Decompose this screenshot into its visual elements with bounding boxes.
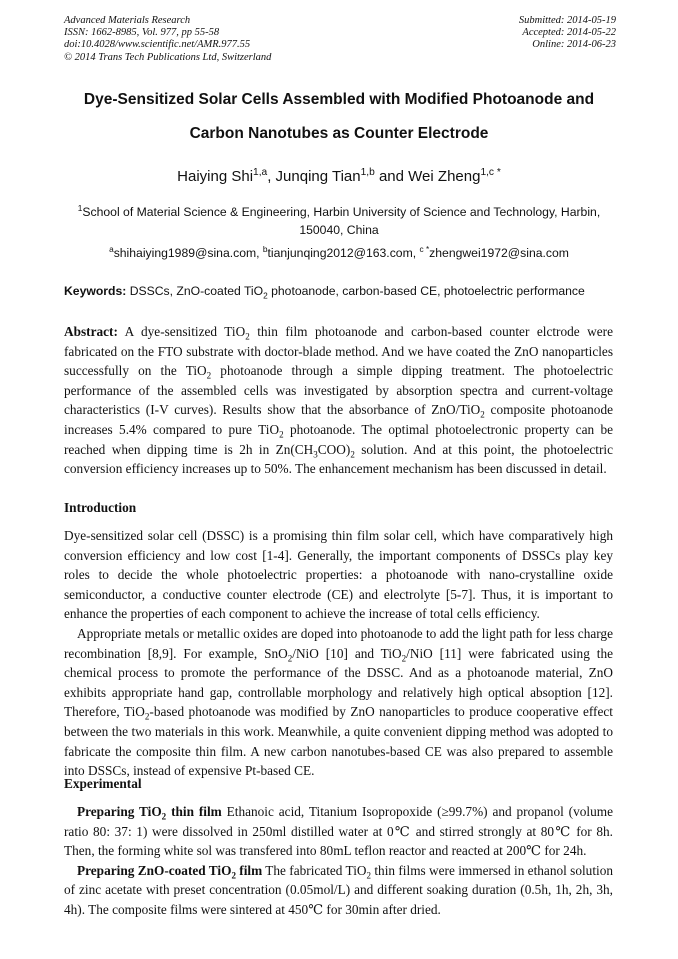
section-heading-experimental: Experimental xyxy=(64,776,142,791)
author-name: Wei Zheng xyxy=(408,168,481,185)
subsection-heading xyxy=(77,862,263,881)
keywords-text: photoanode, carbon-based CE, photoelectric performance xyxy=(267,284,585,298)
journal-header xyxy=(64,15,271,64)
text: solution. And at this point, the photoelectric conversion efficiency increases up to 50%. The enhancement mechanism has been discussed in detail. xyxy=(64,441,613,477)
text: COO) xyxy=(317,441,351,457)
text: thin films were immersed in ethanol solution of zinc acetate with preset concentration (0.05mol/L) and different soaking duration (0.5h, 1h, 2h, 3h, 4h). The composite films were sintered at 450℃ for 30min after dried. xyxy=(64,862,614,917)
text: Preparing ZnO-coated TiO xyxy=(77,862,232,878)
abstract-label: Abstract: xyxy=(64,324,118,339)
keywords-text: DSSCs, ZnO-coated TiO xyxy=(126,284,264,298)
text: -based photoanode was modified by ZnO nanoparticles to produce cooperative effect between the two materials in this work. Meanwhile, a quite convenient dipping method was adopted to fabricate the composite thin film. A new carbon nanotubes-based CE was also prepared to assemble into DSSCs, instead of expensive Pt-based CE. xyxy=(64,704,613,779)
email-list xyxy=(64,244,614,262)
subscript: 2 xyxy=(231,870,236,881)
text: thin film photoanode and carbon-based counter elctrode were fabricated on the FTO substrate with doctor-blade method. And we have coated the ZnO nanoparticles successfully on the TiO xyxy=(64,324,613,379)
subscript: 2 xyxy=(263,290,268,301)
introduction-paragraph-2 xyxy=(64,624,613,781)
experimental-body xyxy=(64,802,613,920)
subscript: 2 xyxy=(401,653,407,664)
abstract xyxy=(64,322,613,479)
subscript: 2 xyxy=(350,449,355,460)
subscript: 3 xyxy=(313,449,318,460)
author-separator: , xyxy=(267,168,276,185)
text: Ethanoic acid, Titanium Isopropoxide (≥99.7%) and propanol (volume ratio 80: 37: 1) were dissolved in 250ml distilled water at 0℃ and stirred strongly at 80℃ for 8h. Then, the forming white sol was transfered into 80mL teflon reactor and reacted at 200℃ for 24h. xyxy=(64,804,613,859)
journal-name: Advanced Materials Research xyxy=(64,15,191,26)
submitted-date: Submitted: 2014-05-19 xyxy=(518,15,616,26)
author-affiliation-marker: 1,a xyxy=(253,167,268,178)
section-heading-introduction: Introduction xyxy=(64,500,137,515)
journal-copyright: © 2014 Trans Tech Publications Ltd, Switzerland xyxy=(64,51,272,63)
online-date: Online: 2014-06-23 xyxy=(532,39,616,51)
abstract-paragraph xyxy=(64,322,613,479)
author-name: Junqing Tian xyxy=(275,168,361,185)
journal-issn: ISSN: 1662-8985, Vol. 977, pp 55-58 xyxy=(64,27,220,39)
keywords-label: Keywords: xyxy=(64,284,127,298)
text: The fabricated TiO xyxy=(262,862,367,878)
text: Preparing TiO xyxy=(77,804,162,819)
subscript: 2 xyxy=(144,712,150,722)
author-separator: and xyxy=(374,168,409,185)
subscript: 2 xyxy=(245,331,250,342)
subscript: 2 xyxy=(366,870,372,881)
keywords xyxy=(64,284,624,301)
subscript: 2 xyxy=(161,811,167,822)
email-marker: c * xyxy=(419,243,430,254)
email-link[interactable]: zhengwei1972@sina.com xyxy=(429,246,569,260)
subscript: 2 xyxy=(480,410,485,421)
experimental-paragraph-1 xyxy=(64,802,613,861)
text: photoanode. The optimal photoelectronic property can be reached when dipping time is 2h in Zn(CH xyxy=(64,421,613,457)
author-affiliation-marker: 1,b xyxy=(360,167,375,178)
subsection-heading xyxy=(77,804,222,822)
subscript: 2 xyxy=(287,653,293,664)
author-affiliation-marker: 1,c * xyxy=(480,167,501,178)
introduction-body xyxy=(64,526,613,781)
text: film xyxy=(235,862,263,878)
paper-title-line-1: Dye-Sensitized Solar Cells Assembled with Modified Photoanode and xyxy=(83,91,595,108)
text: /NiO [10] and TiO xyxy=(292,645,402,661)
introduction-paragraph-1: Dye-sensitized solar cell (DSSC) is a promising thin film solar cell, which have comparatively high conversion efficiency and low cost [1-4]. Generally, the important components of DSSCs play key roles to decide the whole photoelectric properties: a photoanode with nano-crystalline oxide semiconductor, a conductive counter electrode (CE) and electrolyte [5-7]. Thus, it is important to enhance the properties of each component to achieve the increase of total cells efficiency. xyxy=(64,528,613,622)
affiliation-marker: 1 xyxy=(77,202,83,213)
subscript: 2 xyxy=(279,429,284,440)
text: thin film xyxy=(166,804,222,819)
email-link[interactable]: shihaiying1989@sina.com, xyxy=(113,246,263,260)
text: composite photoanode increases 5.4% compared to pure TiO xyxy=(64,402,614,437)
journal-doi: doi:10.4028/www.scientific.net/AMR.977.55 xyxy=(64,39,251,51)
affiliation xyxy=(64,203,614,239)
email-marker: b xyxy=(262,243,268,254)
text: /NiO [11] were fabricated using the chemical process to promote the performance of the DSSC. And as a photoanode material, ZnO exhibits appropriate hand gap, controllable morphology and relatively high optical absoption [12]. Therefore, TiO xyxy=(64,645,613,720)
affiliation-text: School of Material Science & Engineering, Harbin University of Science and Technology, Harbin, 150040, China xyxy=(82,205,601,237)
accepted-date: Accepted: 2014-05-22 xyxy=(522,27,616,39)
text: A dye-sensitized TiO xyxy=(117,324,246,339)
email-link[interactable]: tianjunqing2012@163.com, xyxy=(267,246,420,260)
dates-header xyxy=(519,15,616,52)
author-list xyxy=(0,168,678,185)
paper-title-line-2: Carbon Nanotubes as Counter Electrode xyxy=(189,125,489,142)
experimental-paragraph-2 xyxy=(64,861,613,920)
author-name: Haiying Shi xyxy=(177,168,254,185)
text: photoanode through a simple dipping treatment. The photoelectric performance of the assembled cells was investigated by absorption spectra and current-voltage characteristics (I-V curves). Results show that the absorbance of ZnO/TiO xyxy=(64,363,614,418)
text: Appropriate metals or metallic oxides are doped into photoanode to add the light path for less charge recombination [8,9]. For example, SnO xyxy=(64,625,613,661)
email-marker: a xyxy=(109,243,114,254)
subscript: 2 xyxy=(206,370,212,381)
